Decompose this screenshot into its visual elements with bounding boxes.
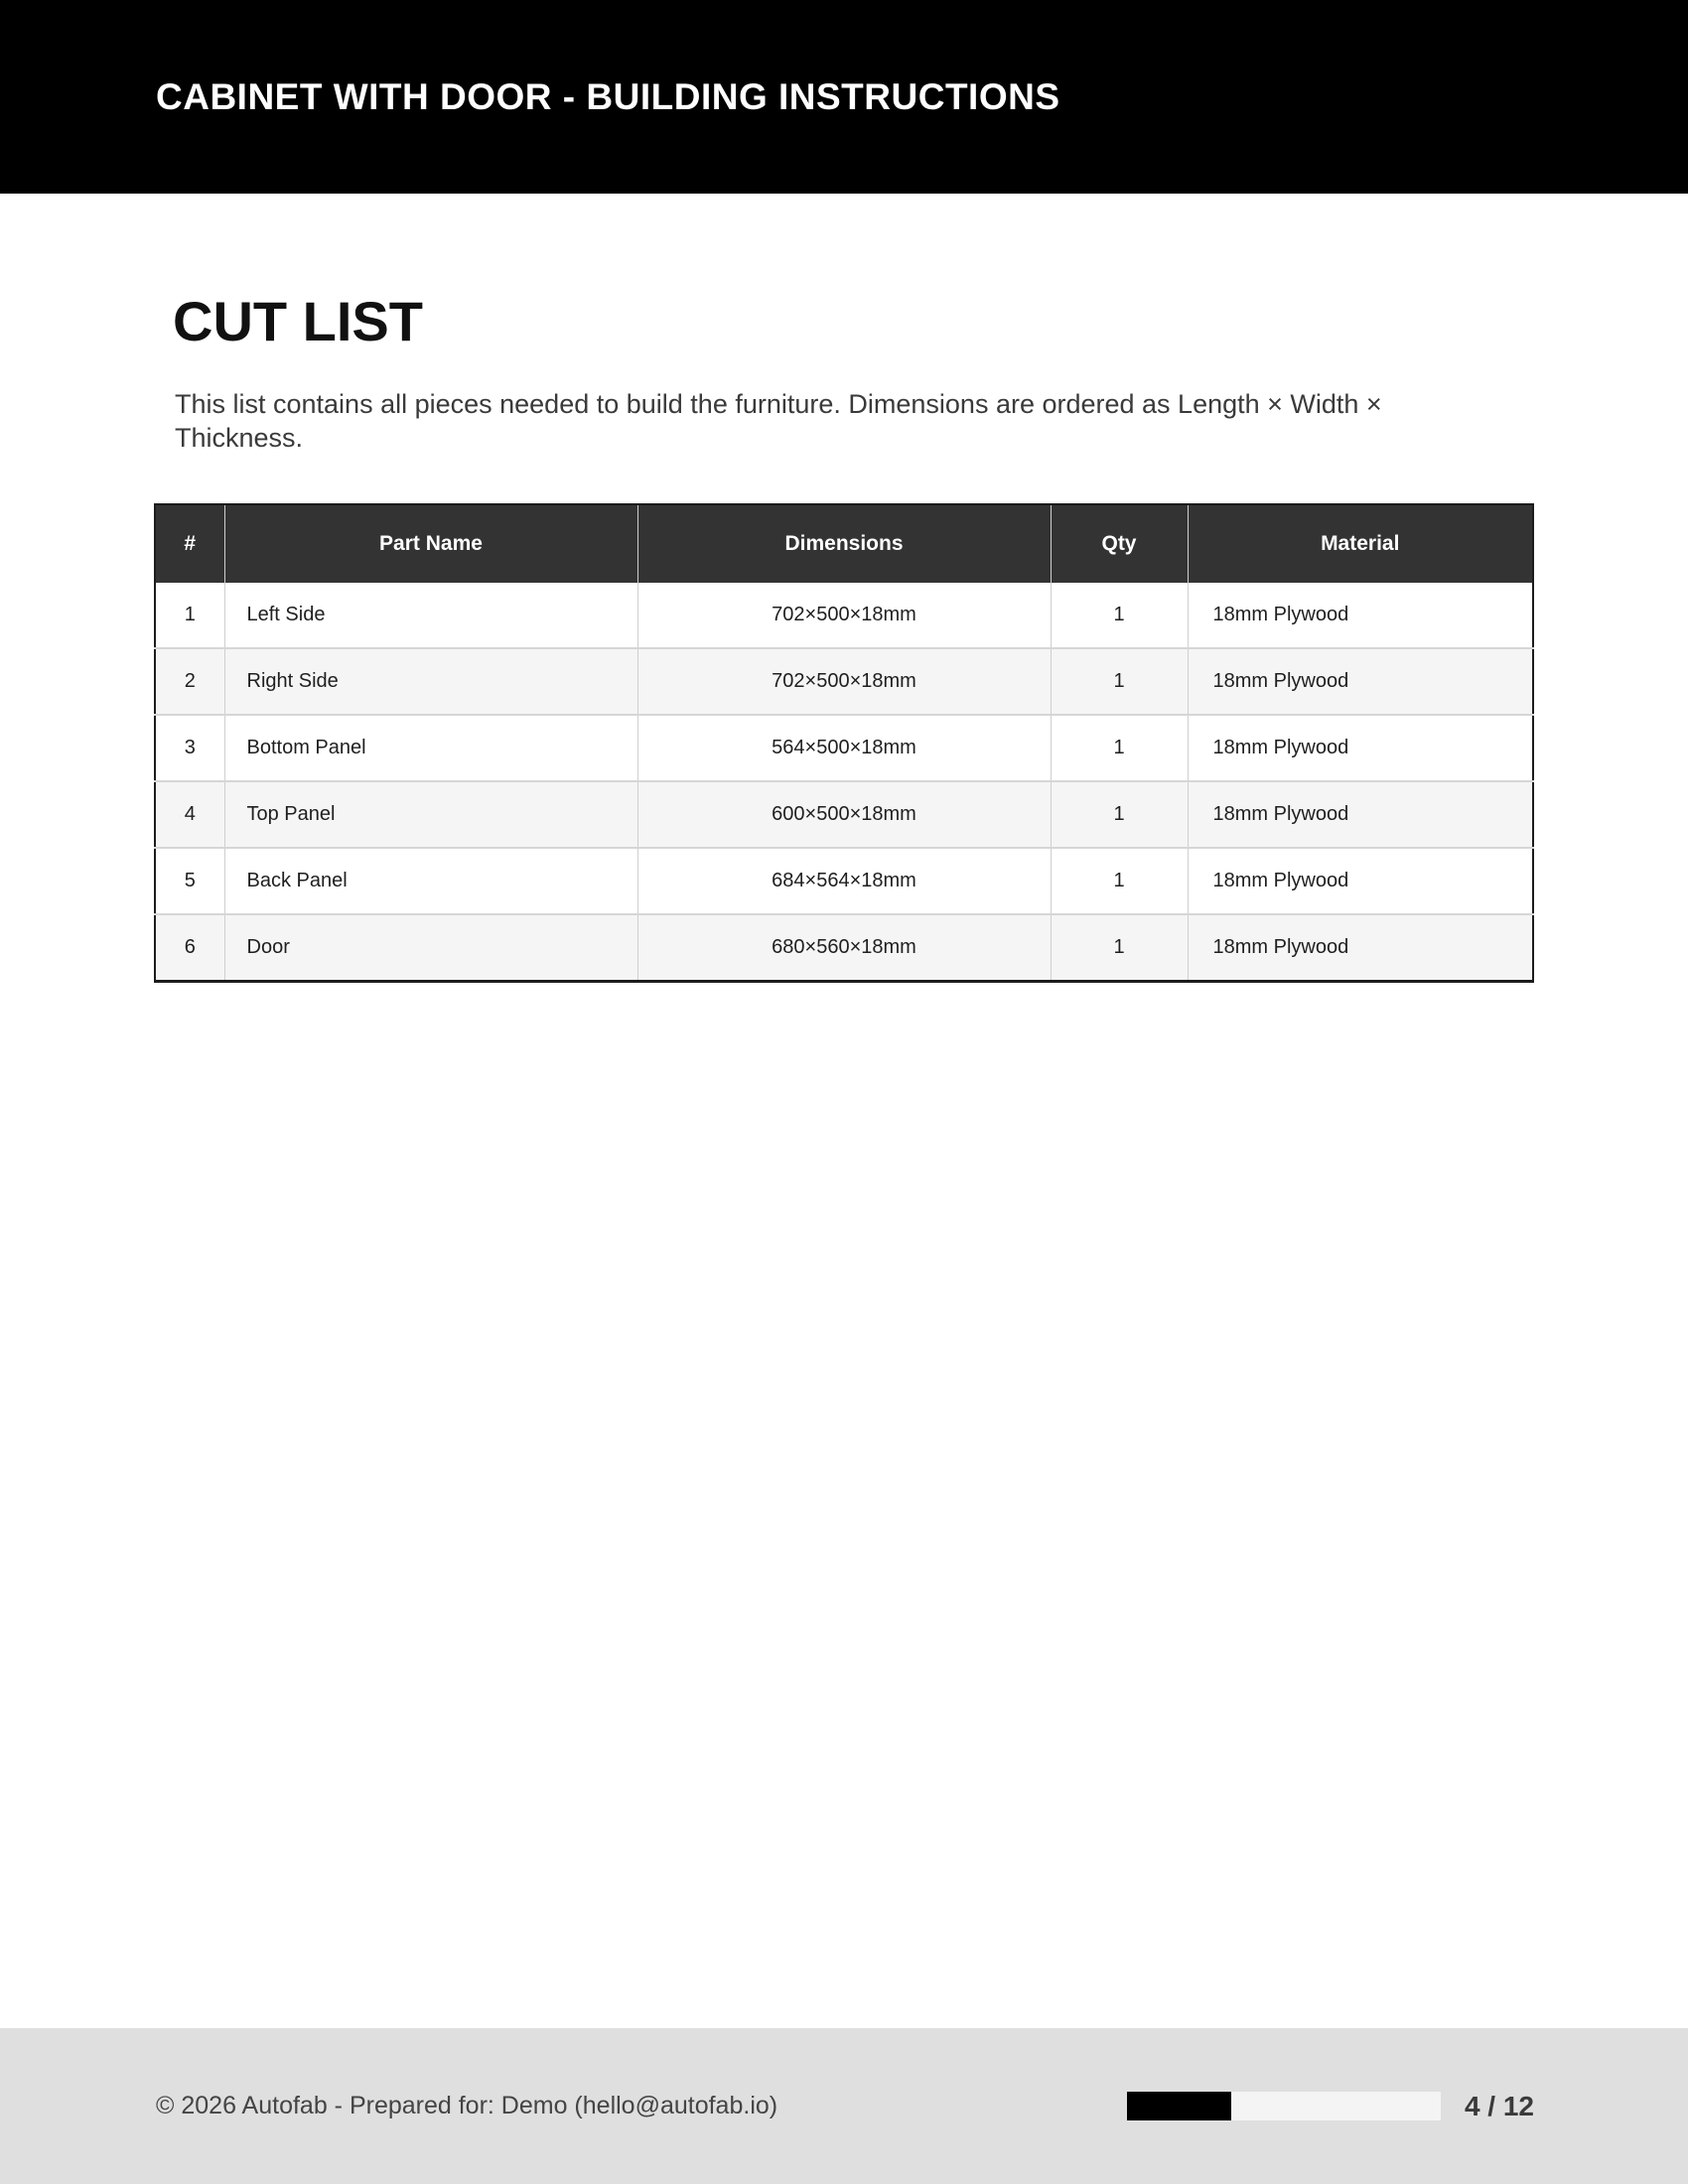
part-material: 18mm Plywood bbox=[1188, 583, 1533, 648]
table-header-row bbox=[155, 504, 1533, 583]
table-row bbox=[155, 781, 1533, 848]
progress-bar bbox=[1127, 2092, 1441, 2120]
section-description-line-2: Thickness. bbox=[175, 423, 304, 453]
part-quantity: 1 bbox=[1051, 914, 1188, 982]
column-header-num: # bbox=[155, 504, 224, 583]
part-material: 18mm Plywood bbox=[1188, 914, 1533, 982]
part-quantity: 1 bbox=[1051, 848, 1188, 914]
section-description-line-1: This list contains all pieces needed to build the furniture. Dimensions are ordered as Length × Width × bbox=[175, 389, 1382, 419]
part-material: 18mm Plywood bbox=[1188, 781, 1533, 848]
cut-list-table bbox=[154, 503, 1534, 983]
part-dimensions: 702×500×18mm bbox=[637, 583, 1051, 648]
document-title: CABINET WITH DOOR - BUILDING INSTRUCTIONS bbox=[156, 75, 1060, 117]
part-name: Back Panel bbox=[224, 848, 637, 914]
part-dimensions: 600×500×18mm bbox=[637, 781, 1051, 848]
table-row bbox=[155, 583, 1533, 648]
section-description bbox=[175, 387, 1382, 455]
part-dimensions: 684×564×18mm bbox=[637, 848, 1051, 914]
part-quantity: 1 bbox=[1051, 781, 1188, 848]
table-row bbox=[155, 715, 1533, 781]
part-quantity: 1 bbox=[1051, 715, 1188, 781]
copyright-text: © 2026 Autofab - Prepared for: Demo (hello@autofab.io) bbox=[156, 2092, 778, 2119]
row-number: 3 bbox=[155, 715, 224, 781]
part-name: Right Side bbox=[224, 648, 637, 715]
part-name: Bottom Panel bbox=[224, 715, 637, 781]
page-indicator: 4 / 12 bbox=[1464, 2090, 1534, 2121]
part-dimensions: 702×500×18mm bbox=[637, 648, 1051, 715]
part-material: 18mm Plywood bbox=[1188, 848, 1533, 914]
page-header-banner bbox=[0, 0, 1688, 194]
row-number: 1 bbox=[155, 583, 224, 648]
table-row bbox=[155, 914, 1533, 982]
page-footer bbox=[0, 2028, 1688, 2184]
footer-progress-group bbox=[1127, 2091, 1534, 2122]
part-quantity: 1 bbox=[1051, 648, 1188, 715]
section-title: CUT LIST bbox=[173, 290, 423, 352]
column-header-dimensions: Dimensions bbox=[637, 504, 1051, 583]
progress-fill bbox=[1127, 2092, 1231, 2120]
part-dimensions: 680×560×18mm bbox=[637, 914, 1051, 982]
row-number: 6 bbox=[155, 914, 224, 982]
part-quantity: 1 bbox=[1051, 583, 1188, 648]
table-row bbox=[155, 848, 1533, 914]
table-row bbox=[155, 648, 1533, 715]
part-material: 18mm Plywood bbox=[1188, 715, 1533, 781]
part-name: Top Panel bbox=[224, 781, 637, 848]
row-number: 5 bbox=[155, 848, 224, 914]
part-name: Door bbox=[224, 914, 637, 982]
part-dimensions: 564×500×18mm bbox=[637, 715, 1051, 781]
part-name: Left Side bbox=[224, 583, 637, 648]
row-number: 2 bbox=[155, 648, 224, 715]
part-material: 18mm Plywood bbox=[1188, 648, 1533, 715]
column-header-qty: Qty bbox=[1051, 504, 1188, 583]
column-header-part-name: Part Name bbox=[224, 504, 637, 583]
column-header-material: Material bbox=[1188, 504, 1533, 583]
row-number: 4 bbox=[155, 781, 224, 848]
